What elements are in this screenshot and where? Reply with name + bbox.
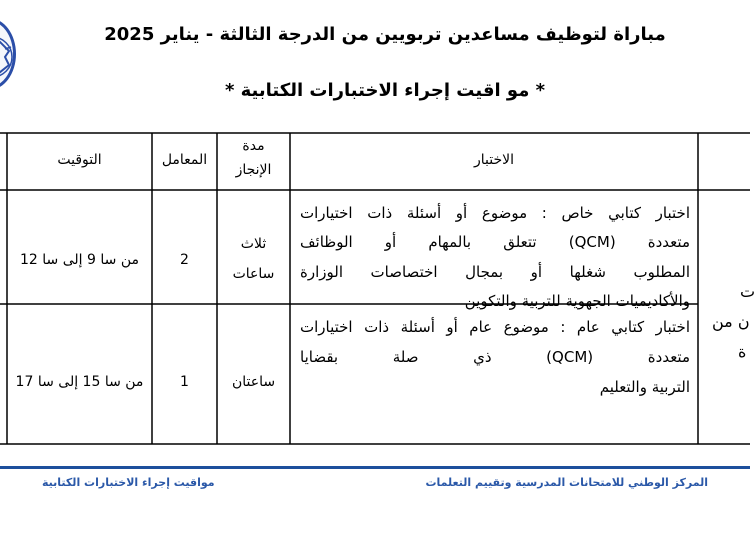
row1-exam-line3: المطلوب شغلها أو بمجال اختصاصات الوزارة bbox=[300, 263, 690, 281]
header-timing: التوقيت bbox=[57, 152, 102, 168]
header-duration-line1: مدة bbox=[242, 138, 265, 154]
cut-column-line2: ن من bbox=[712, 312, 750, 331]
row1-exam-line4: والأكاديميات الجهوية للتربية والتكوين bbox=[464, 292, 690, 310]
row1-timing: من سا 9 إلى سا 12 bbox=[20, 252, 139, 268]
row2-timing: من سا 15 إلى سا 17 bbox=[15, 374, 144, 390]
footer-center-name: المركز الوطني للامتحانات المدرسية وتقييم التعلمات bbox=[425, 476, 708, 489]
row2-exam-line2: متعددة (QCM) ذي صلة بقضايا bbox=[300, 348, 690, 366]
schedule-table bbox=[0, 132, 755, 446]
row2-coefficient: 1 bbox=[180, 374, 189, 390]
row2-exam-line3: التربية والتعليم bbox=[599, 378, 690, 396]
row2-exam-line1: اختبار كتابي عام : موضوع عام أو أسئلة ذات اختيارات bbox=[300, 318, 690, 336]
header-exam: الاختبار bbox=[473, 152, 514, 168]
cut-column-line3: ة bbox=[738, 342, 747, 361]
cut-column-line1: ت bbox=[740, 282, 755, 301]
header-coefficient: المعامل bbox=[161, 152, 208, 168]
row1-duration-line1: ثلاث bbox=[240, 236, 267, 252]
row1-exam-line2: متعددة (QCM) تتعلق بالمهام أو الوظائف bbox=[300, 233, 690, 251]
row1-duration-line2: ساعات bbox=[232, 266, 275, 282]
footer-rule bbox=[0, 466, 750, 469]
row1-exam-line1: اختبار كتابي خاص : موضوع أو أسئلة ذات اختيارات bbox=[300, 204, 690, 222]
footer-document-title: مواقيت إجراء الاختبارات الكتابية bbox=[42, 476, 215, 489]
page-subtitle: * مو اقيت إجراء الاختبارات الكتابية * bbox=[224, 80, 546, 101]
row2-duration: ساعتان bbox=[231, 374, 276, 390]
table-grid bbox=[0, 132, 750, 446]
header-duration-line2: الإنجاز bbox=[235, 162, 272, 178]
page-title: مباراة لتوظيف مساعدين تربويين من الدرجة الثالثة - يناير 2025 bbox=[104, 24, 666, 45]
row1-coefficient: 2 bbox=[180, 252, 189, 268]
